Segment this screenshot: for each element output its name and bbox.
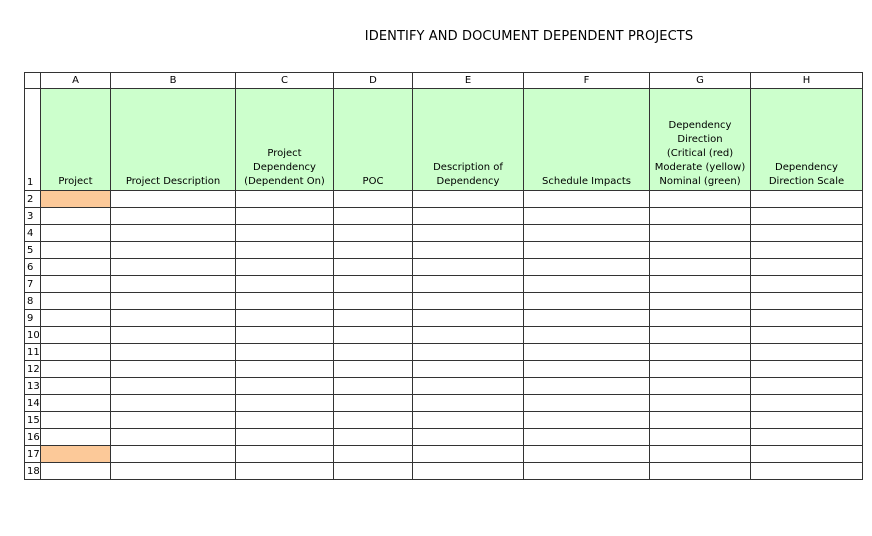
cell-h11[interactable] bbox=[751, 344, 863, 361]
cell-f18[interactable] bbox=[524, 463, 650, 480]
header-label: Dependency Direction (Critical (red) Moderate (yellow) Nominal (green) bbox=[654, 120, 746, 187]
cell-g6[interactable] bbox=[650, 259, 751, 276]
cell-g3[interactable] bbox=[650, 208, 751, 225]
cell-h14[interactable] bbox=[751, 395, 863, 412]
cell-d14[interactable] bbox=[334, 395, 413, 412]
cell-e15[interactable] bbox=[413, 412, 524, 429]
cell-c6[interactable] bbox=[236, 259, 334, 276]
table-row bbox=[25, 446, 863, 463]
cell-c5[interactable] bbox=[236, 242, 334, 259]
select-all-corner[interactable] bbox=[25, 73, 41, 89]
cell-c7[interactable] bbox=[236, 276, 334, 293]
row-number[interactable]: 9 bbox=[25, 310, 41, 327]
cell-g8[interactable] bbox=[650, 293, 751, 310]
cell-a17[interactable] bbox=[41, 446, 111, 463]
cell-b11[interactable] bbox=[111, 344, 236, 361]
cell-h6[interactable] bbox=[751, 259, 863, 276]
cell-g2[interactable] bbox=[650, 191, 751, 208]
cell-b5[interactable] bbox=[111, 242, 236, 259]
cell-a18[interactable] bbox=[41, 463, 111, 480]
cell-d2[interactable] bbox=[334, 191, 413, 208]
cell-d5[interactable] bbox=[334, 242, 413, 259]
cell-c15[interactable] bbox=[236, 412, 334, 429]
cell-f11[interactable] bbox=[524, 344, 650, 361]
cell-a8[interactable] bbox=[41, 293, 111, 310]
cell-e10[interactable] bbox=[413, 327, 524, 344]
cell-f7[interactable] bbox=[524, 276, 650, 293]
table-row bbox=[25, 463, 863, 480]
row-number[interactable]: 5 bbox=[25, 242, 41, 259]
cell-c2[interactable] bbox=[236, 191, 334, 208]
column-header-e[interactable]: E bbox=[413, 73, 524, 89]
cell-g18[interactable] bbox=[650, 463, 751, 480]
row-number[interactable]: 13 bbox=[25, 378, 41, 395]
column-header-a[interactable]: A bbox=[41, 73, 111, 89]
cell-b18[interactable] bbox=[111, 463, 236, 480]
table-row bbox=[25, 344, 863, 361]
cell-a11[interactable] bbox=[41, 344, 111, 361]
cell-c17[interactable] bbox=[236, 446, 334, 463]
cell-a9[interactable] bbox=[41, 310, 111, 327]
cell-h8[interactable] bbox=[751, 293, 863, 310]
cell-a14[interactable] bbox=[41, 395, 111, 412]
table-row bbox=[25, 276, 863, 293]
cell-h2[interactable] bbox=[751, 191, 863, 208]
cell-g17[interactable] bbox=[650, 446, 751, 463]
row-number[interactable]: 17 bbox=[25, 446, 41, 463]
header-cell-poc[interactable] bbox=[334, 89, 413, 191]
cell-f15[interactable] bbox=[524, 412, 650, 429]
cell-g5[interactable] bbox=[650, 242, 751, 259]
row-number[interactable]: 15 bbox=[25, 412, 41, 429]
cell-f16[interactable] bbox=[524, 429, 650, 446]
header-row bbox=[25, 89, 863, 191]
cell-c8[interactable] bbox=[236, 293, 334, 310]
cell-a10[interactable] bbox=[41, 327, 111, 344]
cell-h9[interactable] bbox=[751, 310, 863, 327]
cell-g4[interactable] bbox=[650, 225, 751, 242]
cell-e2[interactable] bbox=[413, 191, 524, 208]
cell-b6[interactable] bbox=[111, 259, 236, 276]
cell-f9[interactable] bbox=[524, 310, 650, 327]
header-cell-project-dependency[interactable] bbox=[236, 89, 334, 191]
cell-g12[interactable] bbox=[650, 361, 751, 378]
cell-g7[interactable] bbox=[650, 276, 751, 293]
cell-g13[interactable] bbox=[650, 378, 751, 395]
page-title: IDENTIFY AND DOCUMENT DEPENDENT PROJECTS bbox=[364, 29, 694, 44]
cell-a13[interactable] bbox=[41, 378, 111, 395]
table-row bbox=[25, 327, 863, 344]
header-label: Project Dependency (Dependent On) bbox=[244, 148, 325, 187]
cell-d8[interactable] bbox=[334, 293, 413, 310]
cell-b12[interactable] bbox=[111, 361, 236, 378]
table-row bbox=[25, 361, 863, 378]
column-header-f[interactable]: F bbox=[524, 73, 650, 89]
cell-b3[interactable] bbox=[111, 208, 236, 225]
table-row bbox=[25, 395, 863, 412]
cell-e4[interactable] bbox=[413, 225, 524, 242]
header-cell-schedule-impacts[interactable] bbox=[524, 89, 650, 191]
header-cell-dependency-direction[interactable] bbox=[650, 89, 751, 191]
cell-a4[interactable] bbox=[41, 225, 111, 242]
cell-e17[interactable] bbox=[413, 446, 524, 463]
row-number[interactable]: 18 bbox=[25, 463, 41, 480]
cell-e16[interactable] bbox=[413, 429, 524, 446]
cell-h5[interactable] bbox=[751, 242, 863, 259]
cell-c14[interactable] bbox=[236, 395, 334, 412]
row-number[interactable]: 2 bbox=[25, 191, 41, 208]
column-header-c[interactable]: C bbox=[236, 73, 334, 89]
cell-h13[interactable] bbox=[751, 378, 863, 395]
cell-c11[interactable] bbox=[236, 344, 334, 361]
cell-f2[interactable] bbox=[524, 191, 650, 208]
cell-c13[interactable] bbox=[236, 378, 334, 395]
cell-b10[interactable] bbox=[111, 327, 236, 344]
cell-c16[interactable] bbox=[236, 429, 334, 446]
table-row bbox=[25, 191, 863, 208]
header-label: Project bbox=[58, 176, 93, 187]
cell-e18[interactable] bbox=[413, 463, 524, 480]
cell-h18[interactable] bbox=[751, 463, 863, 480]
cell-b14[interactable] bbox=[111, 395, 236, 412]
cell-e14[interactable] bbox=[413, 395, 524, 412]
cell-a3[interactable] bbox=[41, 208, 111, 225]
cell-f6[interactable] bbox=[524, 259, 650, 276]
cell-a7[interactable] bbox=[41, 276, 111, 293]
cell-g15[interactable] bbox=[650, 412, 751, 429]
spreadsheet-grid bbox=[24, 72, 863, 480]
cell-e11[interactable] bbox=[413, 344, 524, 361]
table-row bbox=[25, 293, 863, 310]
cell-e6[interactable] bbox=[413, 259, 524, 276]
cell-c10[interactable] bbox=[236, 327, 334, 344]
cell-f4[interactable] bbox=[524, 225, 650, 242]
row-number[interactable]: 12 bbox=[25, 361, 41, 378]
cell-e12[interactable] bbox=[413, 361, 524, 378]
cell-a12[interactable] bbox=[41, 361, 111, 378]
cell-a15[interactable] bbox=[41, 412, 111, 429]
header-label: Description of Dependency bbox=[433, 162, 503, 187]
cell-d16[interactable] bbox=[334, 429, 413, 446]
cell-f12[interactable] bbox=[524, 361, 650, 378]
header-cell-project-description[interactable] bbox=[111, 89, 236, 191]
cell-d11[interactable] bbox=[334, 344, 413, 361]
cell-h15[interactable] bbox=[751, 412, 863, 429]
cell-h3[interactable] bbox=[751, 208, 863, 225]
cell-d10[interactable] bbox=[334, 327, 413, 344]
cell-c3[interactable] bbox=[236, 208, 334, 225]
column-header-d[interactable]: D bbox=[334, 73, 413, 89]
cell-a5[interactable] bbox=[41, 242, 111, 259]
header-cell-dependency-direction-scale[interactable] bbox=[751, 89, 863, 191]
cell-d15[interactable] bbox=[334, 412, 413, 429]
cell-d7[interactable] bbox=[334, 276, 413, 293]
cell-b9[interactable] bbox=[111, 310, 236, 327]
table-row bbox=[25, 225, 863, 242]
cell-f3[interactable] bbox=[524, 208, 650, 225]
cell-h10[interactable] bbox=[751, 327, 863, 344]
cell-b17[interactable] bbox=[111, 446, 236, 463]
table-row bbox=[25, 242, 863, 259]
table-row bbox=[25, 310, 863, 327]
cell-e7[interactable] bbox=[413, 276, 524, 293]
cell-d6[interactable] bbox=[334, 259, 413, 276]
row-number[interactable]: 14 bbox=[25, 395, 41, 412]
cell-g11[interactable] bbox=[650, 344, 751, 361]
cell-g16[interactable] bbox=[650, 429, 751, 446]
cell-f10[interactable] bbox=[524, 327, 650, 344]
cell-d18[interactable] bbox=[334, 463, 413, 480]
cell-b4[interactable] bbox=[111, 225, 236, 242]
row-number[interactable]: 11 bbox=[25, 344, 41, 361]
cell-c9[interactable] bbox=[236, 310, 334, 327]
cell-h7[interactable] bbox=[751, 276, 863, 293]
cell-c12[interactable] bbox=[236, 361, 334, 378]
table-row bbox=[25, 208, 863, 225]
cell-e9[interactable] bbox=[413, 310, 524, 327]
cell-f13[interactable] bbox=[524, 378, 650, 395]
table-row bbox=[25, 412, 863, 429]
cell-g9[interactable] bbox=[650, 310, 751, 327]
cell-h17[interactable] bbox=[751, 446, 863, 463]
header-label: Project Description bbox=[125, 176, 221, 187]
column-header-h[interactable]: H bbox=[751, 73, 863, 89]
cell-d12[interactable] bbox=[334, 361, 413, 378]
cell-h12[interactable] bbox=[751, 361, 863, 378]
cell-e3[interactable] bbox=[413, 208, 524, 225]
cell-e13[interactable] bbox=[413, 378, 524, 395]
cell-h4[interactable] bbox=[751, 225, 863, 242]
table-row bbox=[25, 378, 863, 395]
row-number[interactable]: 10 bbox=[25, 327, 41, 344]
cell-b15[interactable] bbox=[111, 412, 236, 429]
cell-b7[interactable] bbox=[111, 276, 236, 293]
row-number[interactable]: 1 bbox=[25, 89, 41, 191]
cell-h16[interactable] bbox=[751, 429, 863, 446]
header-label: Schedule Impacts bbox=[542, 176, 631, 187]
row-number[interactable]: 4 bbox=[25, 225, 41, 242]
cell-a16[interactable] bbox=[41, 429, 111, 446]
row-number[interactable]: 3 bbox=[25, 208, 41, 225]
header-cell-description-of-dependency[interactable] bbox=[413, 89, 524, 191]
cell-d9[interactable] bbox=[334, 310, 413, 327]
cell-d4[interactable] bbox=[334, 225, 413, 242]
cell-f14[interactable] bbox=[524, 395, 650, 412]
cell-d17[interactable] bbox=[334, 446, 413, 463]
cell-a6[interactable] bbox=[41, 259, 111, 276]
cell-c18[interactable] bbox=[236, 463, 334, 480]
cell-b8[interactable] bbox=[111, 293, 236, 310]
cell-f8[interactable] bbox=[524, 293, 650, 310]
row-number[interactable]: 6 bbox=[25, 259, 41, 276]
cell-d3[interactable] bbox=[334, 208, 413, 225]
cell-g14[interactable] bbox=[650, 395, 751, 412]
cell-b2[interactable] bbox=[111, 191, 236, 208]
column-header-row bbox=[25, 73, 863, 89]
cell-f5[interactable] bbox=[524, 242, 650, 259]
cell-b16[interactable] bbox=[111, 429, 236, 446]
cell-d13[interactable] bbox=[334, 378, 413, 395]
column-header-b[interactable]: B bbox=[111, 73, 236, 89]
cell-c4[interactable] bbox=[236, 225, 334, 242]
header-cell-project[interactable] bbox=[41, 89, 111, 191]
header-label: POC bbox=[362, 176, 384, 187]
header-label: Dependency Direction Scale bbox=[768, 162, 845, 187]
cell-e8[interactable] bbox=[413, 293, 524, 310]
row-number[interactable]: 8 bbox=[25, 293, 41, 310]
cell-g10[interactable] bbox=[650, 327, 751, 344]
row-number[interactable]: 16 bbox=[25, 429, 41, 446]
cell-b13[interactable] bbox=[111, 378, 236, 395]
row-number[interactable]: 7 bbox=[25, 276, 41, 293]
cell-a2[interactable] bbox=[41, 191, 111, 208]
column-header-g[interactable]: G bbox=[650, 73, 751, 89]
cell-f17[interactable] bbox=[524, 446, 650, 463]
cell-e5[interactable] bbox=[413, 242, 524, 259]
table-row bbox=[25, 259, 863, 276]
table-row bbox=[25, 429, 863, 446]
